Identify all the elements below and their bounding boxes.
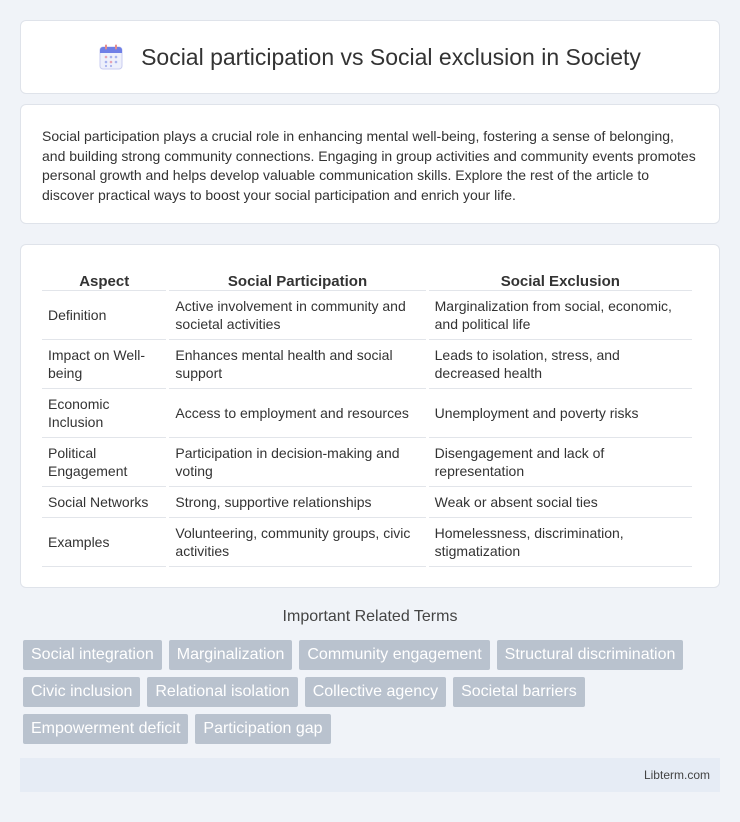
related-terms-tags: [23, 640, 713, 744]
comparison-table: [39, 269, 695, 567]
table-cell-aspect: Definition: [42, 291, 166, 340]
table-cell-exclusion: Marginalization from social, economic, and political life: [429, 291, 692, 340]
table-row: [42, 518, 692, 567]
footer-site-link[interactable]: Libterm.com: [643, 768, 710, 782]
tag-participation-gap[interactable]: Participation gap: [195, 714, 330, 744]
tag-relational-isolation[interactable]: Relational isolation: [147, 677, 297, 707]
table-cell-participation: Enhances mental health and social support: [169, 340, 425, 389]
table-cell-exclusion: Disengagement and lack of representation: [429, 438, 692, 487]
tag-social-integration[interactable]: Social integration: [23, 640, 162, 670]
table-header-row: [42, 269, 692, 291]
table-cell-exclusion: Weak or absent social ties: [429, 487, 692, 518]
table-row: [42, 389, 692, 438]
table-row: [42, 291, 692, 340]
tag-structural-discrimination[interactable]: Structural discrimination: [497, 640, 684, 670]
tag-societal-barriers[interactable]: Societal barriers: [453, 677, 585, 707]
page-title: Social participation vs Social exclusion in Society: [141, 43, 641, 70]
table-cell-participation: Active involvement in community and societal activities: [169, 291, 425, 340]
tag-collective-agency[interactable]: Collective agency: [305, 677, 446, 707]
tag-empowerment-deficit[interactable]: Empowerment deficit: [23, 714, 188, 744]
intro-card: [20, 104, 720, 224]
table-cell-exclusion: Unemployment and poverty risks: [429, 389, 692, 438]
tag-marginalization[interactable]: Marginalization: [169, 640, 293, 670]
table-cell-exclusion: Homelessness, discrimination, stigmatization: [429, 518, 692, 567]
table-cell-participation: Participation in decision-making and voting: [169, 438, 425, 487]
table-cell-aspect: Impact on Well-being: [42, 340, 166, 389]
table-cell-participation: Access to employment and resources: [169, 389, 425, 438]
comparison-table-card: [20, 244, 720, 588]
tag-community-engagement[interactable]: Community engagement: [299, 640, 489, 670]
table-row: [42, 487, 692, 518]
table-cell-aspect: Social Networks: [42, 487, 166, 518]
intro-paragraph: Social participation plays a crucial role in enhancing mental well-being, fostering a sense of belonging, and building strong community connections. Engaging in group activities and community events promotes personal growth and helps develop valuable communication skills. Explore the rest of the article to discover practical ways to boost your social participation and enrich your life.: [42, 128, 696, 203]
calendar-icon: [99, 44, 123, 70]
table-cell-aspect: Examples: [42, 518, 166, 567]
tag-civic-inclusion[interactable]: Civic inclusion: [23, 677, 140, 707]
table-cell-aspect: Political Engagement: [42, 438, 166, 487]
table-row: [42, 438, 692, 487]
header-aspect: Aspect: [42, 269, 166, 291]
table-cell-participation: Strong, supportive relationships: [169, 487, 425, 518]
header-social-participation: Social Participation: [169, 269, 425, 291]
table-cell-participation: Volunteering, community groups, civic activities: [169, 518, 425, 567]
footer: [20, 758, 720, 792]
header-social-exclusion: Social Exclusion: [429, 269, 692, 291]
table-cell-exclusion: Leads to isolation, stress, and decreased health: [429, 340, 692, 389]
table-cell-aspect: Economic Inclusion: [42, 389, 166, 438]
related-terms-title: Important Related Terms: [282, 608, 458, 625]
table-row: [42, 340, 692, 389]
header-card: [20, 20, 720, 94]
